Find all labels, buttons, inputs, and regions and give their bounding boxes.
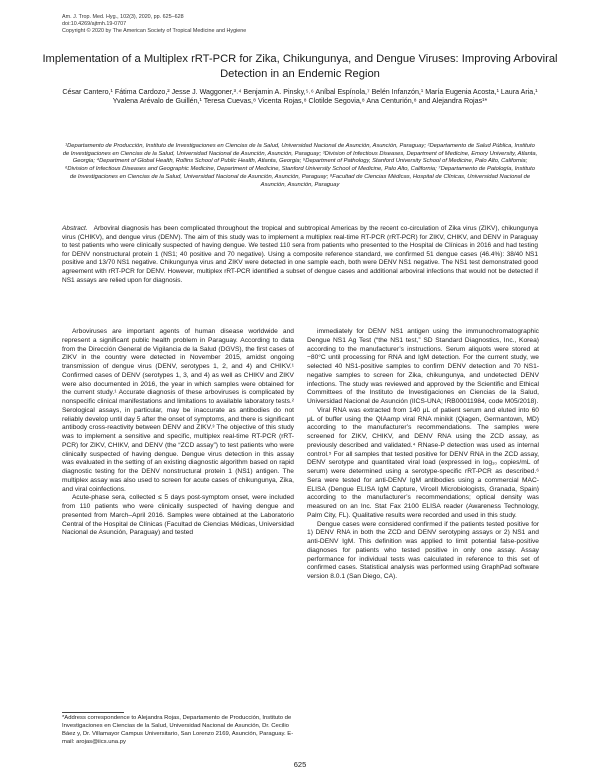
paragraph: Viral RNA was extracted from 140 μL of patient serum and eluted into 60 μL of buffer using the QIAamp viral RNA minikit (Qiagen, Germantown, MD) according to the manufacturer’s recommendations. The samples were screened for ZIKV, CHIKV, and DENV RNA using the ZCD assay, as previously described and validated.⁴ RNase-P detection was used as internal control.⁵ For all samples that tested positive for DENV RNA in the ZCD assay, DENV serotype and quantitated viral load (expressed in log₁₀ copies/mL of serum) were determined using a serotype-specific rRT-PCR as described.⁶ Sera were tested for anti-DENV IgM antibodies using a commercial MAC-ELISA (Dengue ELISA IgM Capture, Vircell Microbiologists, Granada, Spain) according to the manufacturer’s recommendations; optical density was measured on an Inc. Stat Fax 2100 ELISA reader (Awareness Technology, Palm City, FL). Qualitative results were recorded and used in this study. <box>307 406 539 519</box>
page-number: 625 <box>293 760 307 769</box>
author-list: César Cantero,¹ Fátima Cardozo,² Jesse J. Waggoner,³˒⁴ Benjamin A. Pinsky,⁵˒⁶ Aníbal Espínola,⁷ Belén Infanzón,¹ María Eugenia Acosta,¹ Laura Aria,¹ Yvalena Arévalo de Guillén,¹ Teresa Cuevas,⁸ Vicenta Rojas,⁸ Clotilde Segovia,⁸ Ana Centurión,⁸ and Alejandra Rojas¹* <box>62 88 538 106</box>
abstract-text: Arboviral diagnosis has been complicated throughout the tropical and subtropical Americas by the recent co-circulation of Zika virus (ZIKV), chikungunya virus (CHIKV), and dengue virus (DENV). The aim of this study was to implement a multiplex real-time RT-PCR (rRT-PCR) for ZIKV, CHIKV, and DENV in Paraguay to test patients who were clinically suspected of having dengue. We tested 110 sera from patients who presented to the Hospital de Clínicas in 2016 and had testing for DENV nonstructural protein 1 (NS1; 40 positive and 70 negative). Using a composite reference standard, we confirmed 51 dengue cases (46.4%): 38/40 NS1 positive and 13/70 NS1 negative. Chikungunya virus and ZIKV were detected in one sample each, both were DENV NS1 negative. The NS1 test demonstrated good agreement with rRT-PCR for DENV. However, multiplex rRT-PCR identified a subset of dengue cases and additional arboviral infections that would not be detected if NS1 assays are relied upon for diagnosis. <box>62 225 538 284</box>
body-column-left <box>62 328 294 538</box>
paragraph: Dengue cases were considered confirmed if the patients tested positive for 1) DENV RNA in both the ZCD and DENV serotyping assays or 2) NS1 and anti-DENV IgM. This definition was applied to limit potential false-positive diagnoses for patients who tested positive in only one assay. Assay performance for individual tests was calculated in reference to this set of confirmed cases. Statistical analysis was performed using GraphPad software version 8.0.1 (San Diego, CA). <box>307 520 539 580</box>
journal-citation: Am. J. Trop. Med. Hyg., 102(3), 2020, pp. 625–628 <box>62 14 184 20</box>
article-title: Implementation of a Multiplex rRT-PCR for Zika, Chikungunya, and Dengue Viruses: Improving Arboviral Detection in an Endemic Region <box>42 53 558 80</box>
abstract-label: Abstract. <box>62 225 88 232</box>
footnote-text: *Address correspondence to Alejandra Rojas, Departamento de Producción, Instituto de Investigaciones en Ciencias de la Salud, Universidad Nacional de Asunción, Dr. Cecilio Báez y, Dr. Villamayor Campus Universitario, San Lorenzo 2169, Asunción, Paraguay. E-mail: arojas@iics.una.py <box>62 715 294 745</box>
journal-header <box>62 14 542 36</box>
footnote-divider <box>62 712 124 713</box>
paragraph: Arboviruses are important agents of human disease worldwide and represent a significant public health problem in Paraguay. According to data from the Dirección General de Vigilancia de la Salud (DGVS), the first cases of ZIKV in the country were detected in November 2015, amidst ongoing transmission of dengue virus (DENV, serotypes 1, 2, and 4) and CHIKV.¹ Confirmed cases of DENV (serotypes 1, 3, and 4) as well as CHIKV and ZIKV were also documented in 2016, the year in which samples were obtained for the current study.¹ Accurate diagnosis of these arboviruses is complicated by nonspecific clinical manifestations and limitations to available laboratory tests.² Serological assays, in particular, may be inaccurate as antibodies do not reliably develop until day 5 after the onset of symptoms, and there is significant antibody cross-reactivity between DENV and ZIKV.³ The objective of this study was to implement a sensitive and specific, multiplex real-time RT-PCR (rRT-PCR) for ZIKV, CHIKV, and DENV (the “ZCD assay”) to test patients who were clinically suspected of having dengue. Dengue virus detection in this assay was evaluated in the setting of an existing diagnostic algorithm based on rapid diagnostic testing for the DENV nonstructural protein 1 (NS1) antigen. The multiplex assay was also used to screen for acute cases of chikungunya, Zika, and viral coinfections. <box>62 328 294 493</box>
doi: doi:10.4269/ajtmh.19-0707 <box>62 21 127 28</box>
copyright: Copyright © 2020 by The American Society of Tropical Medicine and Hygiene <box>62 28 247 35</box>
abstract <box>62 225 538 285</box>
correspondence-footnote <box>62 715 294 747</box>
body-column-right <box>307 328 539 582</box>
affiliations: ¹Departamento de Producción, Instituto de Investigaciones en Ciencias de la Salud, Universidad Nacional de Asunción, Asunción, Paraguay; ²Departamento de Salud Pública, Instituto de Investigaciones en Ciencias de la Salud, Universidad Nacional de Asunción, Asunción, Paraguay; ³Division of Infectious Diseases, Department of Medicine, Emory University, Atlanta, Georgia; ⁴Department of Global Health, Rollins School of Public Health, Atlanta, Georgia; ⁵Department of Pathology, Stanford University School of Medicine, Palo Alto, California; ⁶Division of Infectious Diseases and Geographic Medicine, Department of Medicine, Stanford University School of Medicine, Palo Alto, California; ⁷Departamento de Patología, Instituto de Investigaciones en Ciencias de la Salud, Universidad Nacional de Asunción, Asunción, Paraguay; ⁸Facultad de Ciencias Médicas, Hospital de Clínicas, Universidad Nacional de Asunción, Asunción, Paraguay <box>62 143 538 188</box>
paragraph: Acute-phase sera, collected ≤ 5 days post-symptom onset, were included from 110 patients who were clinically suspected of having dengue and presented from March–April 2016. Samples were obtained at the Laboratorio Central of the Hospital de Clínicas (Facultad de Ciencias Médicas, Universidad Nacional de Asunción, Paraguay) and tested <box>62 494 294 537</box>
paragraph: immediately for DENV NS1 antigen using the immunochromatographic Dengue NS1 Ag Test (“the NS1 test,” SD Standard Diagnostics, Inc., Korea) according to the manufacturer’s instructions. Serum aliquots were stored at −80°C until processing for RNA and IgM detection. For the current study, we selected 40 NS1-positive samples to confirm DENV detection and 70 NS1-negative samples to screen for Zika, chikungunya, and undetected DENV infections. The study was reviewed and approved by the Scientific and Ethical Committees of the Instituto de Investigaciones en Ciencias de la Salud, Universidad Nacional de Asunción (IICS-UNA; IRB00011984, code M05/2018). <box>307 328 539 405</box>
